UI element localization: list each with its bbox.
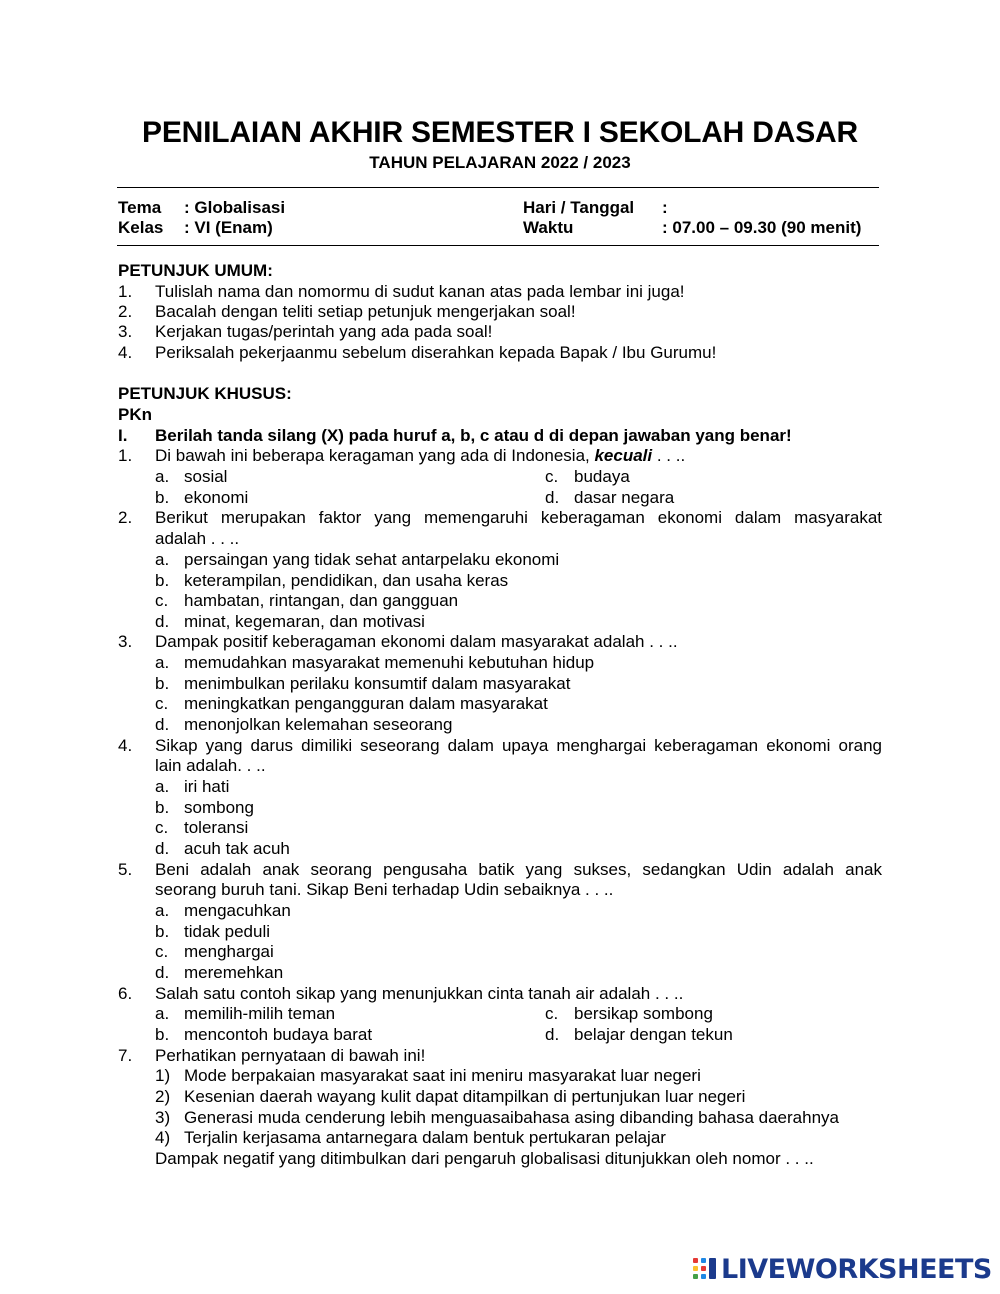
petunjuk-khusus-heading: PETUNJUK KHUSUS:: [118, 384, 292, 403]
question-text: [155, 446, 685, 466]
list-item-number: 2.: [118, 302, 133, 321]
liveworksheets-logo: [692, 1252, 992, 1286]
question-number: 1.: [118, 446, 133, 465]
answer-option[interactable]: [155, 922, 270, 942]
statement-number: 2): [155, 1087, 171, 1106]
answer-option[interactable]: [155, 674, 570, 694]
option-letter: d.: [545, 488, 560, 507]
section-number: I.: [118, 426, 128, 445]
option-text: iri hati: [184, 777, 230, 796]
waktu-label: Waktu: [523, 218, 574, 237]
option-text: tidak peduli: [184, 922, 271, 941]
list-item: Tulislah nama dan nomormu di sudut kanan atas pada lembar ini juga!: [155, 282, 685, 301]
liveworksheets-logo-icon: [692, 1256, 718, 1282]
question-text: Perhatikan pernyataan di bawah ini!: [155, 1046, 426, 1065]
list-item: Bacalah dengan teliti setiap petunjuk mengerjakan soal!: [155, 302, 576, 321]
answer-option[interactable]: [155, 818, 248, 838]
option-text: menimbulkan perilaku konsumtif dalam masyarakat: [184, 674, 571, 693]
option-letter: d.: [155, 963, 170, 982]
option-text: hambatan, rintangan, dan gangguan: [184, 591, 459, 610]
option-letter: c.: [545, 1004, 559, 1023]
answer-option[interactable]: [155, 1004, 335, 1024]
option-letter: d.: [545, 1025, 560, 1044]
option-text: belajar dengan tekun: [574, 1025, 733, 1044]
statement-item: [155, 1066, 701, 1086]
answer-option[interactable]: [155, 1025, 372, 1045]
option-text: menghargai: [184, 942, 274, 961]
question-number: 3.: [118, 632, 133, 651]
option-letter: a.: [155, 653, 170, 672]
answer-option[interactable]: [545, 1004, 713, 1024]
list-item-number: 3.: [118, 322, 133, 341]
statement-item: [155, 1087, 745, 1107]
kelas-value: : VI (Enam): [184, 218, 273, 237]
option-letter: b.: [155, 922, 170, 941]
hari-label: Hari / Tanggal: [523, 198, 635, 217]
option-letter: d.: [155, 612, 170, 631]
statement-number: 3): [155, 1108, 171, 1127]
question-text: seorang buruh tani. Sikap Beni terhadap Udin sebaiknya . . ..: [155, 880, 614, 899]
option-letter: d.: [155, 715, 170, 734]
kelas-label: Kelas: [118, 218, 164, 237]
question-text: Dampak positif keberagaman ekonomi dalam masyarakat adalah . . ..: [155, 632, 678, 651]
question-text: Beni adalah anak seorang pengusaha batik yang sukses, sedangkan Udin adalah anak: [155, 860, 882, 879]
question-text-part: Di bawah ini beberapa keragaman yang ada di Indonesia,: [155, 446, 595, 465]
tema-label: Tema: [118, 198, 162, 217]
question-closing: Dampak negatif yang ditimbulkan dari pengaruh globalisasi ditunjukkan oleh nomor . . ..: [155, 1149, 814, 1168]
question-text: Sikap yang darus dimiliki seseorang dalam upaya menghargai keberagaman ekonomi orang: [155, 736, 882, 755]
answer-option[interactable]: [545, 467, 630, 487]
question-text: adalah . . ..: [155, 529, 240, 548]
option-text: ekonomi: [184, 488, 249, 507]
statement-text: Mode berpakaian masyarakat saat ini meniru masyarakat luar negeri: [184, 1066, 701, 1085]
option-letter: c.: [155, 591, 169, 610]
list-item: Kerjakan tugas/perintah yang ada pada soal!: [155, 322, 493, 341]
waktu-value: : 07.00 – 09.30 (90 menit): [662, 218, 862, 237]
answer-option[interactable]: [155, 777, 229, 797]
option-letter: c.: [155, 694, 169, 713]
statement-number: 1): [155, 1066, 171, 1085]
option-text: toleransi: [184, 818, 249, 837]
option-text: budaya: [574, 467, 630, 486]
option-letter: c.: [155, 818, 169, 837]
answer-option[interactable]: [155, 694, 548, 714]
answer-option[interactable]: [155, 571, 508, 591]
option-text: mengacuhkan: [184, 901, 291, 920]
option-text: acuh tak acuh: [184, 839, 290, 858]
option-text: mencontoh budaya barat: [184, 1025, 373, 1044]
option-text: menonjolkan kelemahan seseorang: [184, 715, 453, 734]
answer-option[interactable]: [155, 612, 425, 632]
option-letter: b.: [155, 488, 170, 507]
answer-option[interactable]: [155, 963, 283, 983]
statement-text: Terjalin kerjasama antarnegara dalam bentuk pertukaran pelajar: [184, 1128, 666, 1147]
statement-item: [155, 1108, 839, 1128]
question-text: lain adalah. . ..: [155, 756, 266, 775]
option-letter: d.: [155, 839, 170, 858]
answer-option[interactable]: [155, 467, 227, 487]
answer-option[interactable]: [155, 653, 594, 673]
divider-top: [117, 187, 879, 188]
question-number: 7.: [118, 1046, 133, 1065]
liveworksheets-wordmark: LIVEWORKSHEETS: [721, 1253, 992, 1285]
statement-number: 4): [155, 1128, 171, 1147]
option-text: memudahkan masyarakat memenuhi kebutuhan hidup: [184, 653, 595, 672]
list-item-number: 1.: [118, 282, 133, 301]
option-letter: b.: [155, 571, 170, 590]
answer-option[interactable]: [155, 591, 458, 611]
hari-value: :: [662, 198, 668, 217]
answer-option[interactable]: [155, 798, 254, 818]
list-item: Periksalah pekerjaanmu sebelum diserahkan kepada Bapak / Ibu Gurumu!: [155, 343, 717, 362]
option-letter: a.: [155, 901, 170, 920]
option-letter: b.: [155, 674, 170, 693]
divider-bottom: [117, 245, 879, 246]
answer-option[interactable]: [155, 942, 274, 962]
statement-item: [155, 1128, 666, 1148]
option-letter: a.: [155, 467, 170, 486]
question-number: 4.: [118, 736, 133, 755]
question-number: 6.: [118, 984, 133, 1003]
option-letter: a.: [155, 550, 170, 569]
question-text: Berikut merupakan faktor yang memengaruhi keberagaman ekonomi dalam masyarakat: [155, 508, 882, 527]
statement-text: Kesenian daerah wayang kulit dapat ditampilkan di pertunjukan luar negeri: [184, 1087, 746, 1106]
option-text: memilih-milih teman: [184, 1004, 336, 1023]
option-text: meningkatkan pengangguran dalam masyarakat: [184, 694, 548, 713]
option-text: sosial: [184, 467, 228, 486]
option-letter: b.: [155, 1025, 170, 1044]
option-text: sombong: [184, 798, 254, 817]
question-text-part: . . ..: [652, 446, 686, 465]
option-letter: a.: [155, 1004, 170, 1023]
answer-option[interactable]: [545, 488, 674, 508]
question-number: 5.: [118, 860, 133, 879]
answer-option[interactable]: [155, 488, 248, 508]
option-letter: a.: [155, 777, 170, 796]
question-emphasis: kecuali: [594, 446, 653, 465]
subject-label: PKn: [118, 405, 152, 424]
answer-option[interactable]: [155, 901, 291, 921]
answer-option[interactable]: [155, 839, 290, 859]
page-title: PENILAIAN AKHIR SEMESTER I SEKOLAH DASAR: [142, 116, 858, 149]
option-text: keterampilan, pendidikan, dan usaha keras: [184, 571, 509, 590]
option-text: dasar negara: [574, 488, 675, 507]
tema-value: : Globalisasi: [184, 198, 286, 217]
option-letter: c.: [155, 942, 169, 961]
page-subtitle: TAHUN PELAJARAN 2022 / 2023: [369, 153, 631, 172]
section-instruction: Berilah tanda silang (X) pada huruf a, b, c atau d di depan jawaban yang benar!: [155, 426, 792, 445]
petunjuk-umum-heading: PETUNJUK UMUM:: [118, 261, 273, 280]
list-item-number: 4.: [118, 343, 133, 362]
option-text: minat, kegemaran, dan motivasi: [184, 612, 425, 631]
option-letter: b.: [155, 798, 170, 817]
question-text: Salah satu contoh sikap yang menunjukkan cinta tanah air adalah . . ..: [155, 984, 684, 1003]
statement-text: Generasi muda cenderung lebih menguasaibahasa asing dibanding bahasa daerahnya: [184, 1108, 839, 1127]
option-text: bersikap sombong: [574, 1004, 713, 1023]
option-letter: c.: [545, 467, 559, 486]
question-number: 2.: [118, 508, 133, 527]
answer-option[interactable]: [155, 550, 559, 570]
option-text: persaingan yang tidak sehat antarpelaku ekonomi: [184, 550, 560, 569]
option-text: meremehkan: [184, 963, 284, 982]
answer-option[interactable]: [545, 1025, 733, 1045]
answer-option[interactable]: [155, 715, 452, 735]
